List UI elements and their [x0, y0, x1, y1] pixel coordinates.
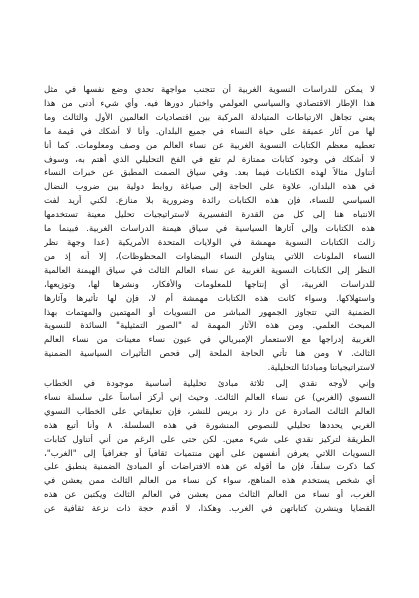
- text-line: أتناول مثالاً لهذه الكتابات فيما بعد. وفي سياق الصمت المطبق عن خبرات النساء: [44, 168, 375, 179]
- text-line: وإني لأوجه نقدي إلى ثلاثة مبادئ تحليلية أساسية موجودة في الخطاب: [44, 379, 375, 390]
- text-line: كما ذكرت سلفاً، فإن ما أقوله عن هذه الافتراضات أو المبادئ الضمنية ينطبق على: [44, 462, 375, 473]
- text-line: الضمنية التي تتجاوز الجمهور المباشر من النسويات أو المهتمين والمهتمات بهذا: [44, 307, 375, 318]
- text-line: النسويات اللاتي يعرفن أنفسهن على أنهن منتميات ثقافياً أو جغرافياً إلى "الغرب"،: [44, 448, 375, 459]
- text-line: في هذه البلدان، علاوة على الحاجة إلى صياغة روابط دولية بين ضروب النضال: [44, 182, 375, 193]
- text-line: الغربي يحددها تحليلي للنصوص المنشورة في هذه السلسلة. ٨ وأنا أتبع هذه: [44, 420, 375, 431]
- text-line: الثالث. ٧ ومن هنا تأتي الحاجة الملحة إلى فحص التأثيرات السياسية الضمنية: [44, 349, 375, 360]
- text-line: لاستراتيجياتنا ومبادئنا التحليلية.: [267, 363, 375, 374]
- text-line: العالم الثالث الصادرة عن دار زد بريس للنشر، فإن تعليقاتي على الخطاب النسوي: [44, 406, 375, 417]
- text-line: لها من آثار عميقة على حياة النساء في جميع البلدان. وأنا لا أشكك في قيمة ما: [44, 126, 375, 137]
- text-line: السياسي للنساء، فإن هذه الكتابات رائدة وضرورية بلا منازع. لكني أريد لفت: [44, 196, 375, 207]
- text-line: النظر إلى الكتابات النسوية الغربية عن نساء العالم الثالث في سياق الهيمنة العالمية: [44, 265, 375, 276]
- text-line: زالت الكتابات النسوية مهمشة في الولايات المتحدة الأمريكية (عدا وجهة نظر: [44, 237, 375, 248]
- text-line: الغرب، أو نساء من العالم الثالث ممن يعشن في العالم الثالث ويكتبن عن هذه: [44, 490, 375, 501]
- paragraph-2: [44, 378, 375, 517]
- paragraph-1: [44, 84, 375, 376]
- text-line: المبحث العلمي. ومن هذه الآثار المهمة له "الصور التمثيلية" السائدة للنسوية: [44, 321, 375, 332]
- text-line: الانتباه هنا إلى كل من القدرة التفسيرية لاستراتيجيات تحليل معينة تستخدمها: [44, 210, 375, 221]
- text-line: القضايا وينشرن كتاباتهن في الغرب. وهكذا، لا أقدم حجة ذات نزعة ثقافية عن: [44, 504, 375, 515]
- text-line: هذا الإطار الاقتصادي والسياسي العولمي واختبار دورها فيه. وأي شيء أدنى من هذا: [44, 98, 375, 109]
- document-page: [44, 84, 375, 517]
- text-line: واستهلاكها. وسواء كانت هذه الكتابات مهمشة أم لا، فإن لها تأثيرها وآثارها: [44, 293, 375, 304]
- text-line: هذه الكتابات وإلى آثارها السياسية في سياق هيمنة الدراسات الغربية. فبينما ما: [44, 224, 375, 235]
- text-line: الطريقة لتركيز نقدي على شيء معين. لكن حتى على الرغم من أني أتناول كتابات: [44, 434, 375, 445]
- text-line: أي شخص يستخدم هذه المناهج، سواء كن نساء من العالم الثالث ممن يعشن في: [44, 476, 375, 487]
- text-line: النساء الملونات اللاتي يتناولن النساء البيضاوات المحظوظات)، إلا أنه إذ من: [44, 251, 375, 262]
- text-line: يعني تجاهل الارتباطات المتبادلة المركبة بين اقتصاديات العالمين الأول والثالث وما: [44, 112, 375, 123]
- text-line: تعطيه معظم الكتابات النسوية الغربية عن نساء العالم من وصف ومعلومات. كما أنا: [44, 140, 375, 151]
- text-line: لا يمكن للدراسات النسوية الغربية أن تتجنب مواجهة تحدي وضع نفسها في مثل: [44, 85, 375, 95]
- text-line: الغربية إدراجها مع الاستعمار الإمبريالي في عيون نساء معينات من نساء العالم: [44, 335, 375, 346]
- text-line: لا أشكك في وجود كتابات ممتازة لم تقع في الفخ التحليلي الذي أهتم به، وسوف: [44, 154, 375, 165]
- text-line: للدراسات الغربية، أي إنتاجها للمعلومات والأفكار، ونشرها لها، وتوزيعها،: [44, 279, 375, 290]
- text-line: النسوي (الغربي) عن نساء العالم الثالث. وحيث إني أركز أساساً على سلسلة نساء: [44, 392, 375, 403]
